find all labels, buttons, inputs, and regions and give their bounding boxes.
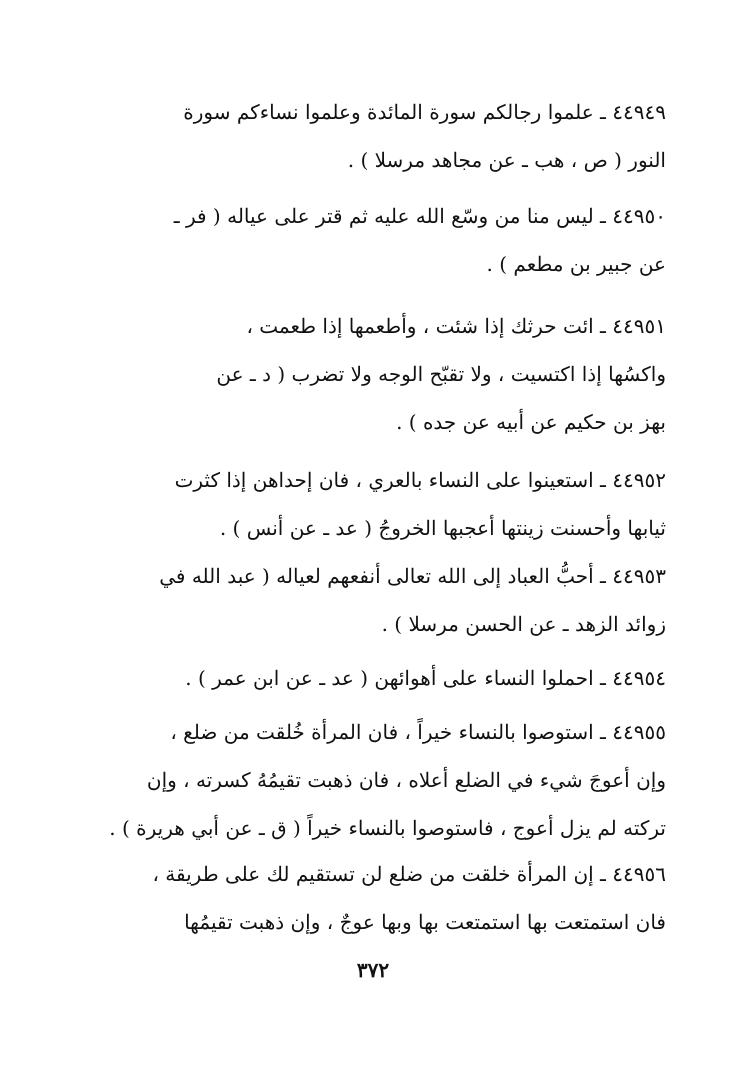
hadith-entry bbox=[78, 850, 666, 946]
text-line: تركته لم يزل أعوج ، فاستوصوا بالنساء خيراً ( ق ـ عن أبي هريرة ) . bbox=[109, 816, 666, 840]
hadith-entry bbox=[78, 192, 666, 288]
text-line: ٤٤٩٤٩ ـ علموا رجالكم سورة المائدة وعلموا نساءكم سورة bbox=[183, 100, 666, 124]
text-line: زوائد الزهد ـ عن الحسن مرسلا ) . bbox=[381, 612, 666, 636]
text-line: واكسُها إذا اكتسيت ، ولا تقبّح الوجه ولا تضرب ( د ـ عن bbox=[216, 362, 666, 386]
text-line: ٤٤٩٥٢ ـ استعينوا على النساء بالعري ، فان إحداهن إذا كثرت bbox=[174, 468, 666, 492]
hadith-entry bbox=[78, 88, 666, 184]
text-line: ٤٤٩٥٠ ـ ليس منا من وسّع الله عليه ثم قتر على عياله ( فر ـ bbox=[173, 204, 666, 228]
text-line: ٤٤٩٥٣ ـ أحبُّ العباد إلى الله تعالى أنفعهم لعياله ( عبد الله في bbox=[159, 564, 666, 588]
text-line: ٤٤٩٥٥ ـ استوصوا بالنساء خيراً ، فان المرأة خُلقت من ضلع ، bbox=[170, 720, 666, 744]
page-number: ٣٧٢ bbox=[356, 958, 390, 982]
text-line: ٤٤٩٥٤ ـ احملوا النساء على أهوائهن ( عد ـ عن ابن عمر ) . bbox=[185, 666, 666, 690]
text-line: ٤٤٩٥١ ـ ائت حرثك إذا شئت ، وأطعمها إذا طعمت ، bbox=[246, 314, 666, 338]
hadith-entry bbox=[78, 552, 666, 648]
hadith-entry bbox=[78, 708, 666, 852]
document-page bbox=[78, 88, 666, 1018]
hadith-entry bbox=[78, 654, 666, 702]
hadith-entry bbox=[78, 456, 666, 552]
text-line: وإن أعوجَ شيء في الضلع أعلاه ، فان ذهبت تقيمُهُ كسرته ، وإن bbox=[146, 768, 666, 792]
text-line: ٤٤٩٥٦ ـ إن المرأة خلقت من ضلع لن تستقيم لك على طريقة ، bbox=[152, 862, 666, 886]
hadith-entry bbox=[78, 302, 666, 446]
text-line: فان استمتعت بها استمتعت بها وبها عوجٌ ، وإن ذهبت تقيمُها bbox=[184, 910, 666, 934]
text-line: بهز بن حكيم عن أبيه عن جده ) . bbox=[396, 410, 666, 434]
text-line: النور ( ص ، هب ـ عن مجاهد مرسلا ) . bbox=[347, 148, 666, 172]
text-line: ثيابها وأحسنت زينتها أعجبها الخروجُ ( عد ـ عن أنس ) . bbox=[219, 516, 666, 540]
text-line: عن جبير بن مطعم ) . bbox=[486, 252, 666, 276]
